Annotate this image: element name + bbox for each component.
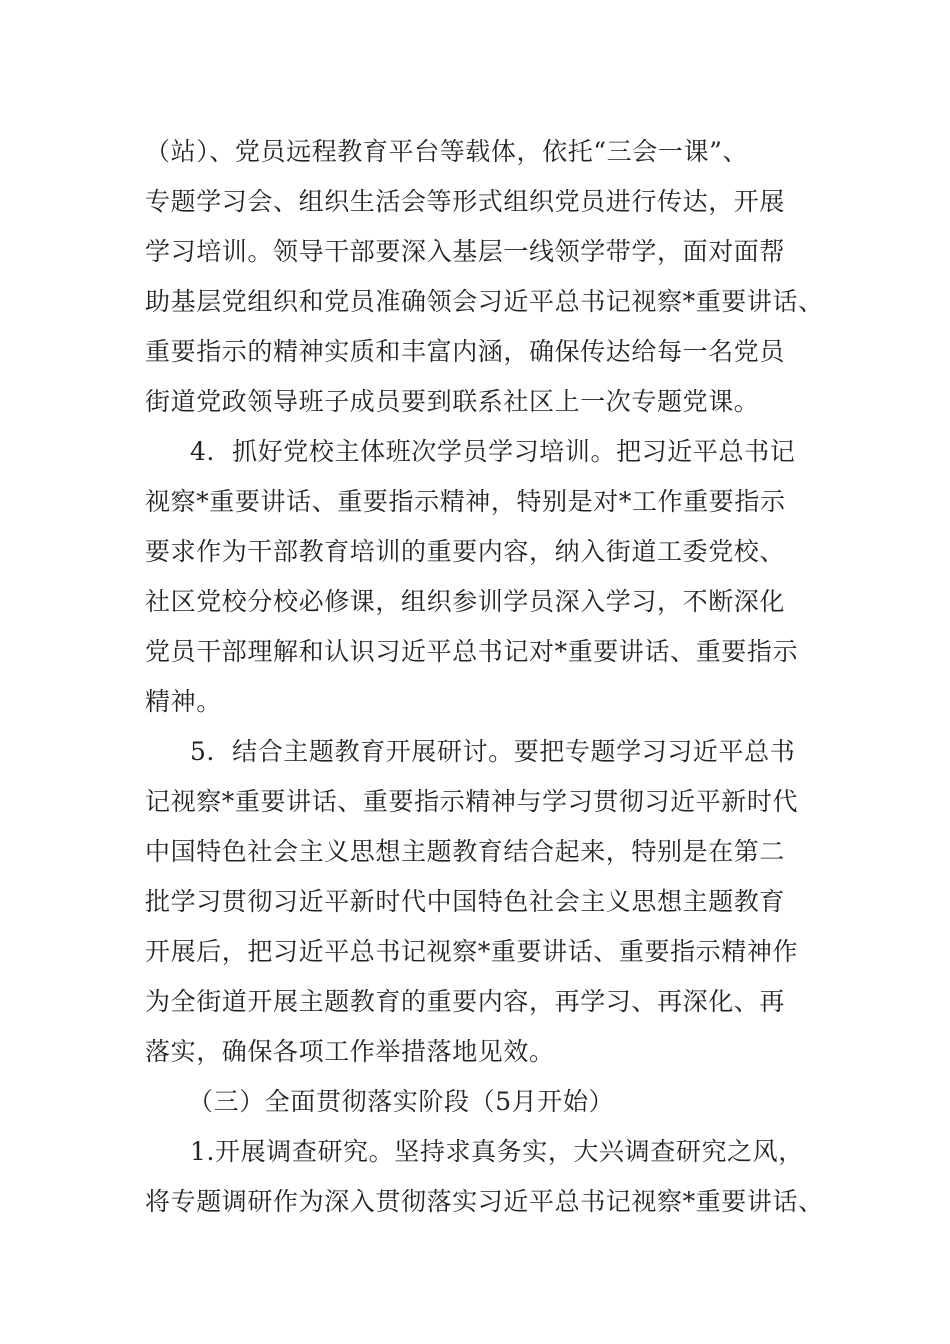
text-line: 社区党校分校必修课，组织参训学员深入学习，不断深化 <box>145 587 786 616</box>
text-line: 开展后，把习近平总书记视察*重要讲话、重要指示精神作 <box>145 937 799 966</box>
text-line: 党员干部理解和认识习近平总书记对*重要讲话、重要指示 <box>145 637 799 666</box>
text-line: 重要指示的精神实质和丰富内涵，确保传达给每一名党员 <box>145 337 786 366</box>
text-line: 精神。 <box>145 687 222 716</box>
section-heading-3: （三）全面贯彻落实阶段（5月开始） <box>188 1087 615 1116</box>
text-line: 视察*重要讲话、重要指示精神，特别是对*工作重要指示 <box>145 487 786 516</box>
text-line: 将专题调研作为深入贯彻落实习近平总书记视察*重要讲话、 <box>145 1187 824 1216</box>
paragraph-heading-4: 4．抓好党校主体班次学员学习培训。把习近平总书记 <box>190 437 796 466</box>
paragraph-heading-1: 1.开展调查研究。坚持求真务实，大兴调查研究之风， <box>190 1137 804 1166</box>
text-line: 记视察*重要讲话、重要指示精神与学习贯彻习近平新时代 <box>145 787 799 816</box>
text-line: 中国特色社会主义思想主题教育结合起来，特别是在第二 <box>145 837 786 866</box>
text-line: 落实，确保各项工作举措落地见效。 <box>145 1037 555 1066</box>
text-line: 要求作为干部教育培训的重要内容，纳入街道工委党校、 <box>145 537 786 566</box>
text-line: 助基层党组织和党员准确领会习近平总书记视察*重要讲话、 <box>145 287 824 316</box>
paragraph-heading-5: 5．结合主题教育开展研讨。要把专题学习习近平总书 <box>190 737 796 766</box>
text-line: 街道党政领导班子成员要到联系社区上一次专题党课。 <box>145 387 760 416</box>
text-line: 为全街道开展主题教育的重要内容，再学习、再深化、再 <box>145 987 786 1016</box>
text-line: 专题学习会、组织生活会等形式组织党员进行传达，开展 <box>145 187 786 216</box>
text-line: 批学习贯彻习近平新时代中国特色社会主义思想主题教育 <box>145 887 786 916</box>
text-line: （站）、党员远程教育平台等载体，依托“三会一课”、 <box>145 137 749 166</box>
text-line: 学习培训。领导干部要深入基层一线领学带学，面对面帮 <box>145 237 786 266</box>
